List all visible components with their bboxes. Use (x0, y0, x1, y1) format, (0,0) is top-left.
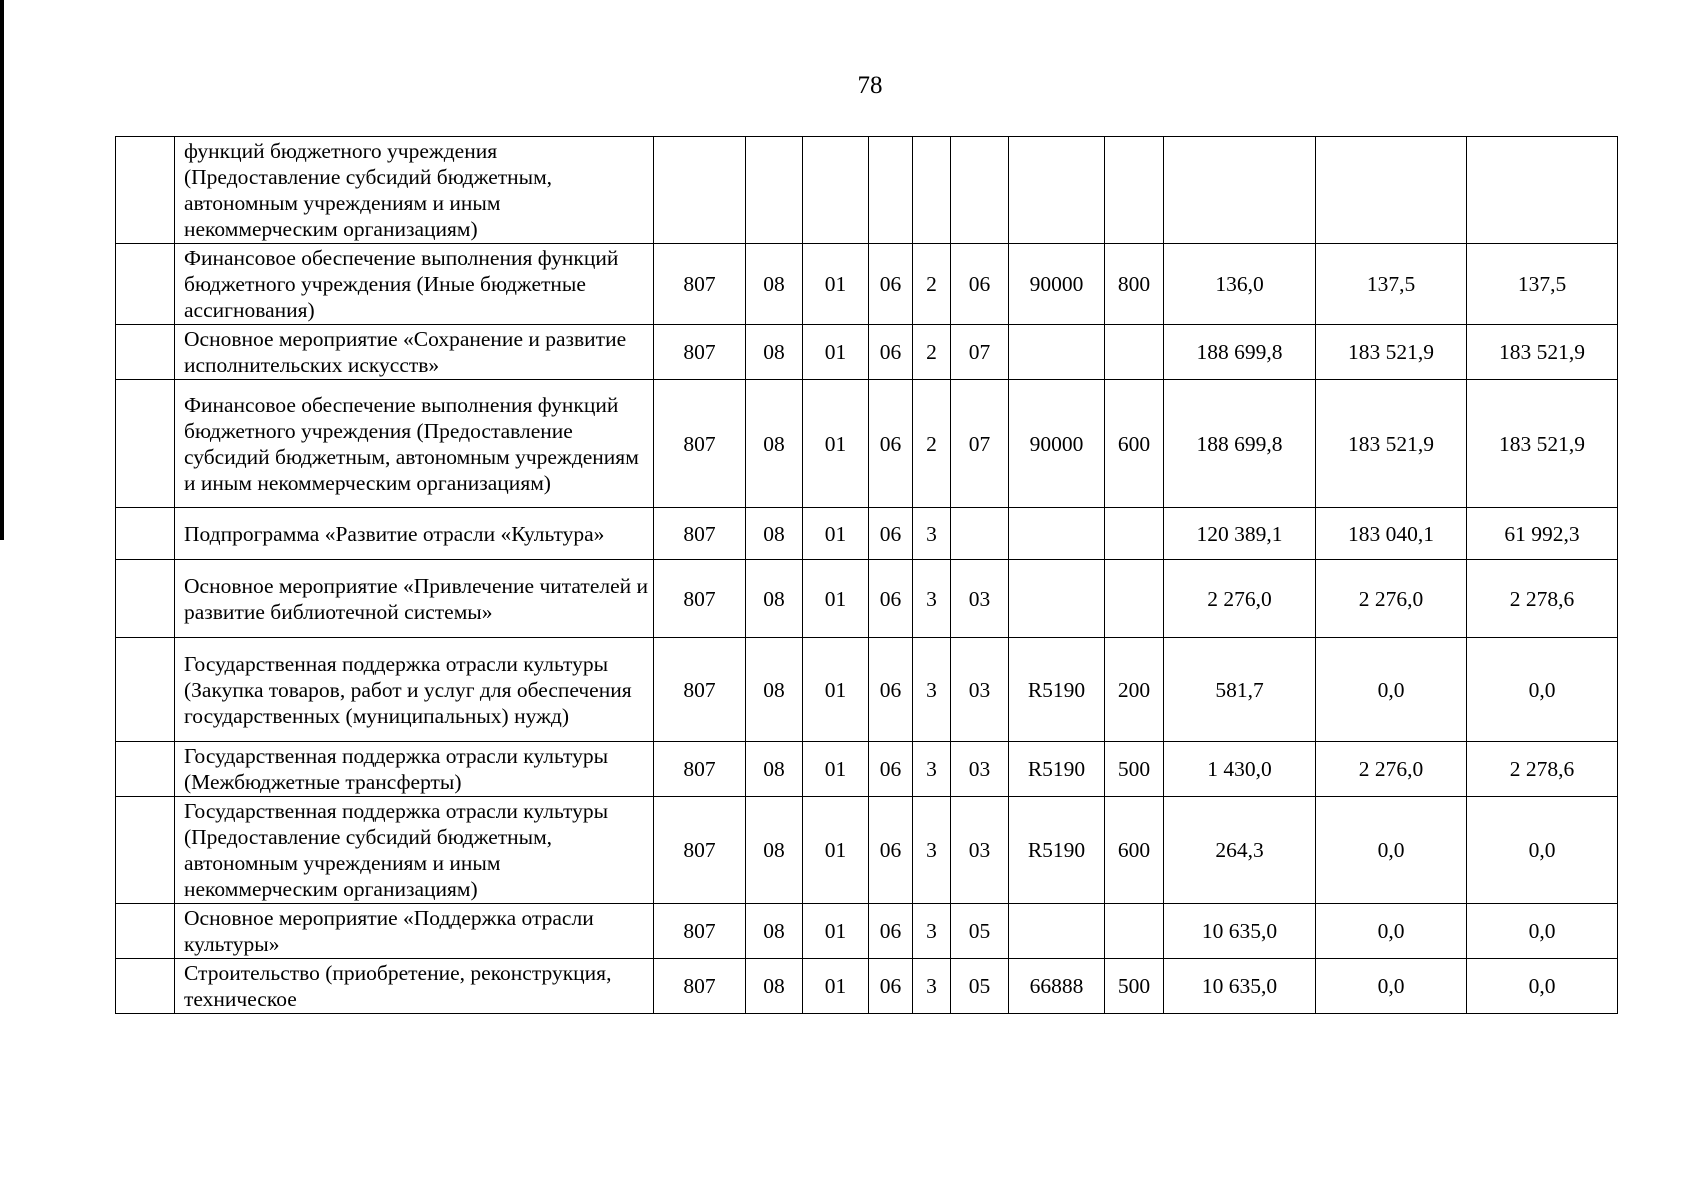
section-code-cell: 08 (746, 904, 803, 959)
row-name-cell: Строительство (приобретение, реконструкция, техническое (175, 959, 654, 1014)
amount-year2-cell: 137,5 (1316, 244, 1467, 325)
amount-year2-cell: 183 521,9 (1316, 380, 1467, 508)
row-name-cell: Государственная поддержка отрасли культуры (Предоставление субсидий бюджетным, автономным учреждениям и иным некоммерческим организациям) (175, 797, 654, 904)
subprogram-code-cell: 3 (913, 904, 951, 959)
program-code-cell (869, 137, 913, 244)
amount-year2-cell: 2 276,0 (1316, 560, 1467, 638)
program-code-cell: 06 (869, 325, 913, 380)
direction-code-cell: R5190 (1009, 742, 1105, 797)
amount-year1-cell: 2 276,0 (1164, 560, 1316, 638)
row-number-cell (116, 508, 175, 560)
grbs-code-cell: 807 (654, 904, 746, 959)
subprogram-code-cell: 3 (913, 742, 951, 797)
row-number-cell (116, 244, 175, 325)
section-code-cell: 08 (746, 325, 803, 380)
section-code-cell: 08 (746, 380, 803, 508)
amount-year1-cell: 10 635,0 (1164, 959, 1316, 1014)
table-row (116, 560, 1618, 638)
section-code-cell: 08 (746, 638, 803, 742)
section-code-cell: 08 (746, 797, 803, 904)
amount-year1-cell: 10 635,0 (1164, 904, 1316, 959)
table-row (116, 797, 1618, 904)
subprogram-code-cell: 3 (913, 797, 951, 904)
direction-code-cell (1009, 137, 1105, 244)
row-number-cell (116, 797, 175, 904)
grbs-code-cell: 807 (654, 244, 746, 325)
grbs-code-cell: 807 (654, 560, 746, 638)
subprogram-code-cell: 2 (913, 380, 951, 508)
expense-type-cell (1105, 508, 1164, 560)
section-code-cell: 08 (746, 508, 803, 560)
amount-year3-cell: 0,0 (1467, 638, 1618, 742)
table-row (116, 380, 1618, 508)
event-code-cell: 03 (951, 797, 1009, 904)
subsection-code-cell: 01 (803, 742, 869, 797)
subsection-code-cell: 01 (803, 325, 869, 380)
amount-year3-cell: 183 521,9 (1467, 380, 1618, 508)
expense-type-cell: 200 (1105, 638, 1164, 742)
program-code-cell: 06 (869, 742, 913, 797)
section-code-cell: 08 (746, 560, 803, 638)
amount-year1-cell: 136,0 (1164, 244, 1316, 325)
row-name-cell: Финансовое обеспечение выполнения функций бюджетного учреждения (Иные бюджетные ассигнования) (175, 244, 654, 325)
amount-year1-cell (1164, 137, 1316, 244)
event-code-cell: 05 (951, 904, 1009, 959)
subsection-code-cell: 01 (803, 508, 869, 560)
expense-type-cell (1105, 904, 1164, 959)
subprogram-code-cell: 3 (913, 959, 951, 1014)
event-code-cell: 07 (951, 380, 1009, 508)
amount-year1-cell: 120 389,1 (1164, 508, 1316, 560)
amount-year1-cell: 188 699,8 (1164, 325, 1316, 380)
amount-year1-cell: 264,3 (1164, 797, 1316, 904)
subprogram-code-cell: 3 (913, 508, 951, 560)
subsection-code-cell: 01 (803, 560, 869, 638)
event-code-cell: 03 (951, 560, 1009, 638)
row-number-cell (116, 560, 175, 638)
direction-code-cell (1009, 904, 1105, 959)
event-code-cell (951, 508, 1009, 560)
direction-code-cell: 90000 (1009, 380, 1105, 508)
grbs-code-cell: 807 (654, 380, 746, 508)
row-number-cell (116, 638, 175, 742)
expense-type-cell: 500 (1105, 959, 1164, 1014)
section-code-cell: 08 (746, 959, 803, 1014)
amount-year3-cell: 0,0 (1467, 959, 1618, 1014)
subprogram-code-cell: 2 (913, 244, 951, 325)
section-code-cell: 08 (746, 244, 803, 325)
expense-type-cell: 600 (1105, 380, 1164, 508)
event-code-cell (951, 137, 1009, 244)
table-row (116, 638, 1618, 742)
row-name-cell: Основное мероприятие «Привлечение читателей и развитие библиотечной системы» (175, 560, 654, 638)
program-code-cell: 06 (869, 638, 913, 742)
grbs-code-cell: 807 (654, 742, 746, 797)
row-number-cell (116, 742, 175, 797)
direction-code-cell (1009, 508, 1105, 560)
expense-type-cell (1105, 137, 1164, 244)
subsection-code-cell: 01 (803, 797, 869, 904)
amount-year3-cell: 0,0 (1467, 797, 1618, 904)
table-row (116, 904, 1618, 959)
section-code-cell: 08 (746, 742, 803, 797)
program-code-cell: 06 (869, 959, 913, 1014)
expense-type-cell: 800 (1105, 244, 1164, 325)
amount-year3-cell: 0,0 (1467, 904, 1618, 959)
amount-year3-cell: 2 278,6 (1467, 742, 1618, 797)
row-name-cell: Основное мероприятие «Сохранение и развитие исполнительских искусств» (175, 325, 654, 380)
amount-year2-cell: 183 040,1 (1316, 508, 1467, 560)
amount-year2-cell: 0,0 (1316, 959, 1467, 1014)
table-body (116, 137, 1618, 1014)
expense-type-cell (1105, 560, 1164, 638)
row-name-cell: Финансовое обеспечение выполнения функций бюджетного учреждения (Предоставление субсидий бюджетным, автономным учреждениям и иным некоммерческим организациям) (175, 380, 654, 508)
program-code-cell: 06 (869, 380, 913, 508)
grbs-code-cell: 807 (654, 638, 746, 742)
subsection-code-cell: 01 (803, 959, 869, 1014)
table-row (116, 244, 1618, 325)
row-name-cell: Государственная поддержка отрасли культуры (Закупка товаров, работ и услуг для обеспечения государственных (муниципальных) нужд) (175, 638, 654, 742)
amount-year2-cell: 0,0 (1316, 638, 1467, 742)
subsection-code-cell (803, 137, 869, 244)
grbs-code-cell: 807 (654, 797, 746, 904)
table-row (116, 742, 1618, 797)
row-name-cell: Подпрограмма «Развитие отрасли «Культура» (175, 508, 654, 560)
subprogram-code-cell: 2 (913, 325, 951, 380)
grbs-code-cell: 807 (654, 325, 746, 380)
budget-table (115, 136, 1618, 1014)
amount-year2-cell: 2 276,0 (1316, 742, 1467, 797)
program-code-cell: 06 (869, 797, 913, 904)
grbs-code-cell (654, 137, 746, 244)
amount-year3-cell: 183 521,9 (1467, 325, 1618, 380)
amount-year2-cell: 183 521,9 (1316, 325, 1467, 380)
amount-year3-cell: 61 992,3 (1467, 508, 1618, 560)
direction-code-cell (1009, 560, 1105, 638)
expense-type-cell: 500 (1105, 742, 1164, 797)
amount-year2-cell: 0,0 (1316, 904, 1467, 959)
grbs-code-cell: 807 (654, 959, 746, 1014)
table-row (116, 508, 1618, 560)
direction-code-cell: 66888 (1009, 959, 1105, 1014)
expense-type-cell (1105, 325, 1164, 380)
amount-year1-cell: 1 430,0 (1164, 742, 1316, 797)
program-code-cell: 06 (869, 508, 913, 560)
event-code-cell: 06 (951, 244, 1009, 325)
amount-year3-cell: 2 278,6 (1467, 560, 1618, 638)
amount-year3-cell (1467, 137, 1618, 244)
section-code-cell (746, 137, 803, 244)
row-number-cell (116, 959, 175, 1014)
amount-year2-cell (1316, 137, 1467, 244)
subsection-code-cell: 01 (803, 244, 869, 325)
subsection-code-cell: 01 (803, 380, 869, 508)
row-name-cell: Основное мероприятие «Поддержка отрасли культуры» (175, 904, 654, 959)
program-code-cell: 06 (869, 560, 913, 638)
direction-code-cell: R5190 (1009, 638, 1105, 742)
direction-code-cell: R5190 (1009, 797, 1105, 904)
subsection-code-cell: 01 (803, 638, 869, 742)
event-code-cell: 07 (951, 325, 1009, 380)
row-name-cell: функций бюджетного учреждения (Предоставление субсидий бюджетным, автономным учреждениям и иным некоммерческим организациям) (175, 137, 654, 244)
direction-code-cell (1009, 325, 1105, 380)
subprogram-code-cell (913, 137, 951, 244)
subprogram-code-cell: 3 (913, 638, 951, 742)
program-code-cell: 06 (869, 904, 913, 959)
table-row (116, 137, 1618, 244)
row-number-cell (116, 137, 175, 244)
direction-code-cell: 90000 (1009, 244, 1105, 325)
amount-year1-cell: 581,7 (1164, 638, 1316, 742)
table-row (116, 959, 1618, 1014)
event-code-cell: 05 (951, 959, 1009, 1014)
amount-year2-cell: 0,0 (1316, 797, 1467, 904)
expense-type-cell: 600 (1105, 797, 1164, 904)
row-number-cell (116, 904, 175, 959)
program-code-cell: 06 (869, 244, 913, 325)
row-number-cell (116, 325, 175, 380)
amount-year1-cell: 188 699,8 (1164, 380, 1316, 508)
row-number-cell (116, 380, 175, 508)
event-code-cell: 03 (951, 742, 1009, 797)
table-row (116, 325, 1618, 380)
subprogram-code-cell: 3 (913, 560, 951, 638)
grbs-code-cell: 807 (654, 508, 746, 560)
subsection-code-cell: 01 (803, 904, 869, 959)
row-name-cell: Государственная поддержка отрасли культуры (Межбюджетные трансферты) (175, 742, 654, 797)
page-number: 78 (857, 72, 883, 99)
amount-year3-cell: 137,5 (1467, 244, 1618, 325)
event-code-cell: 03 (951, 638, 1009, 742)
